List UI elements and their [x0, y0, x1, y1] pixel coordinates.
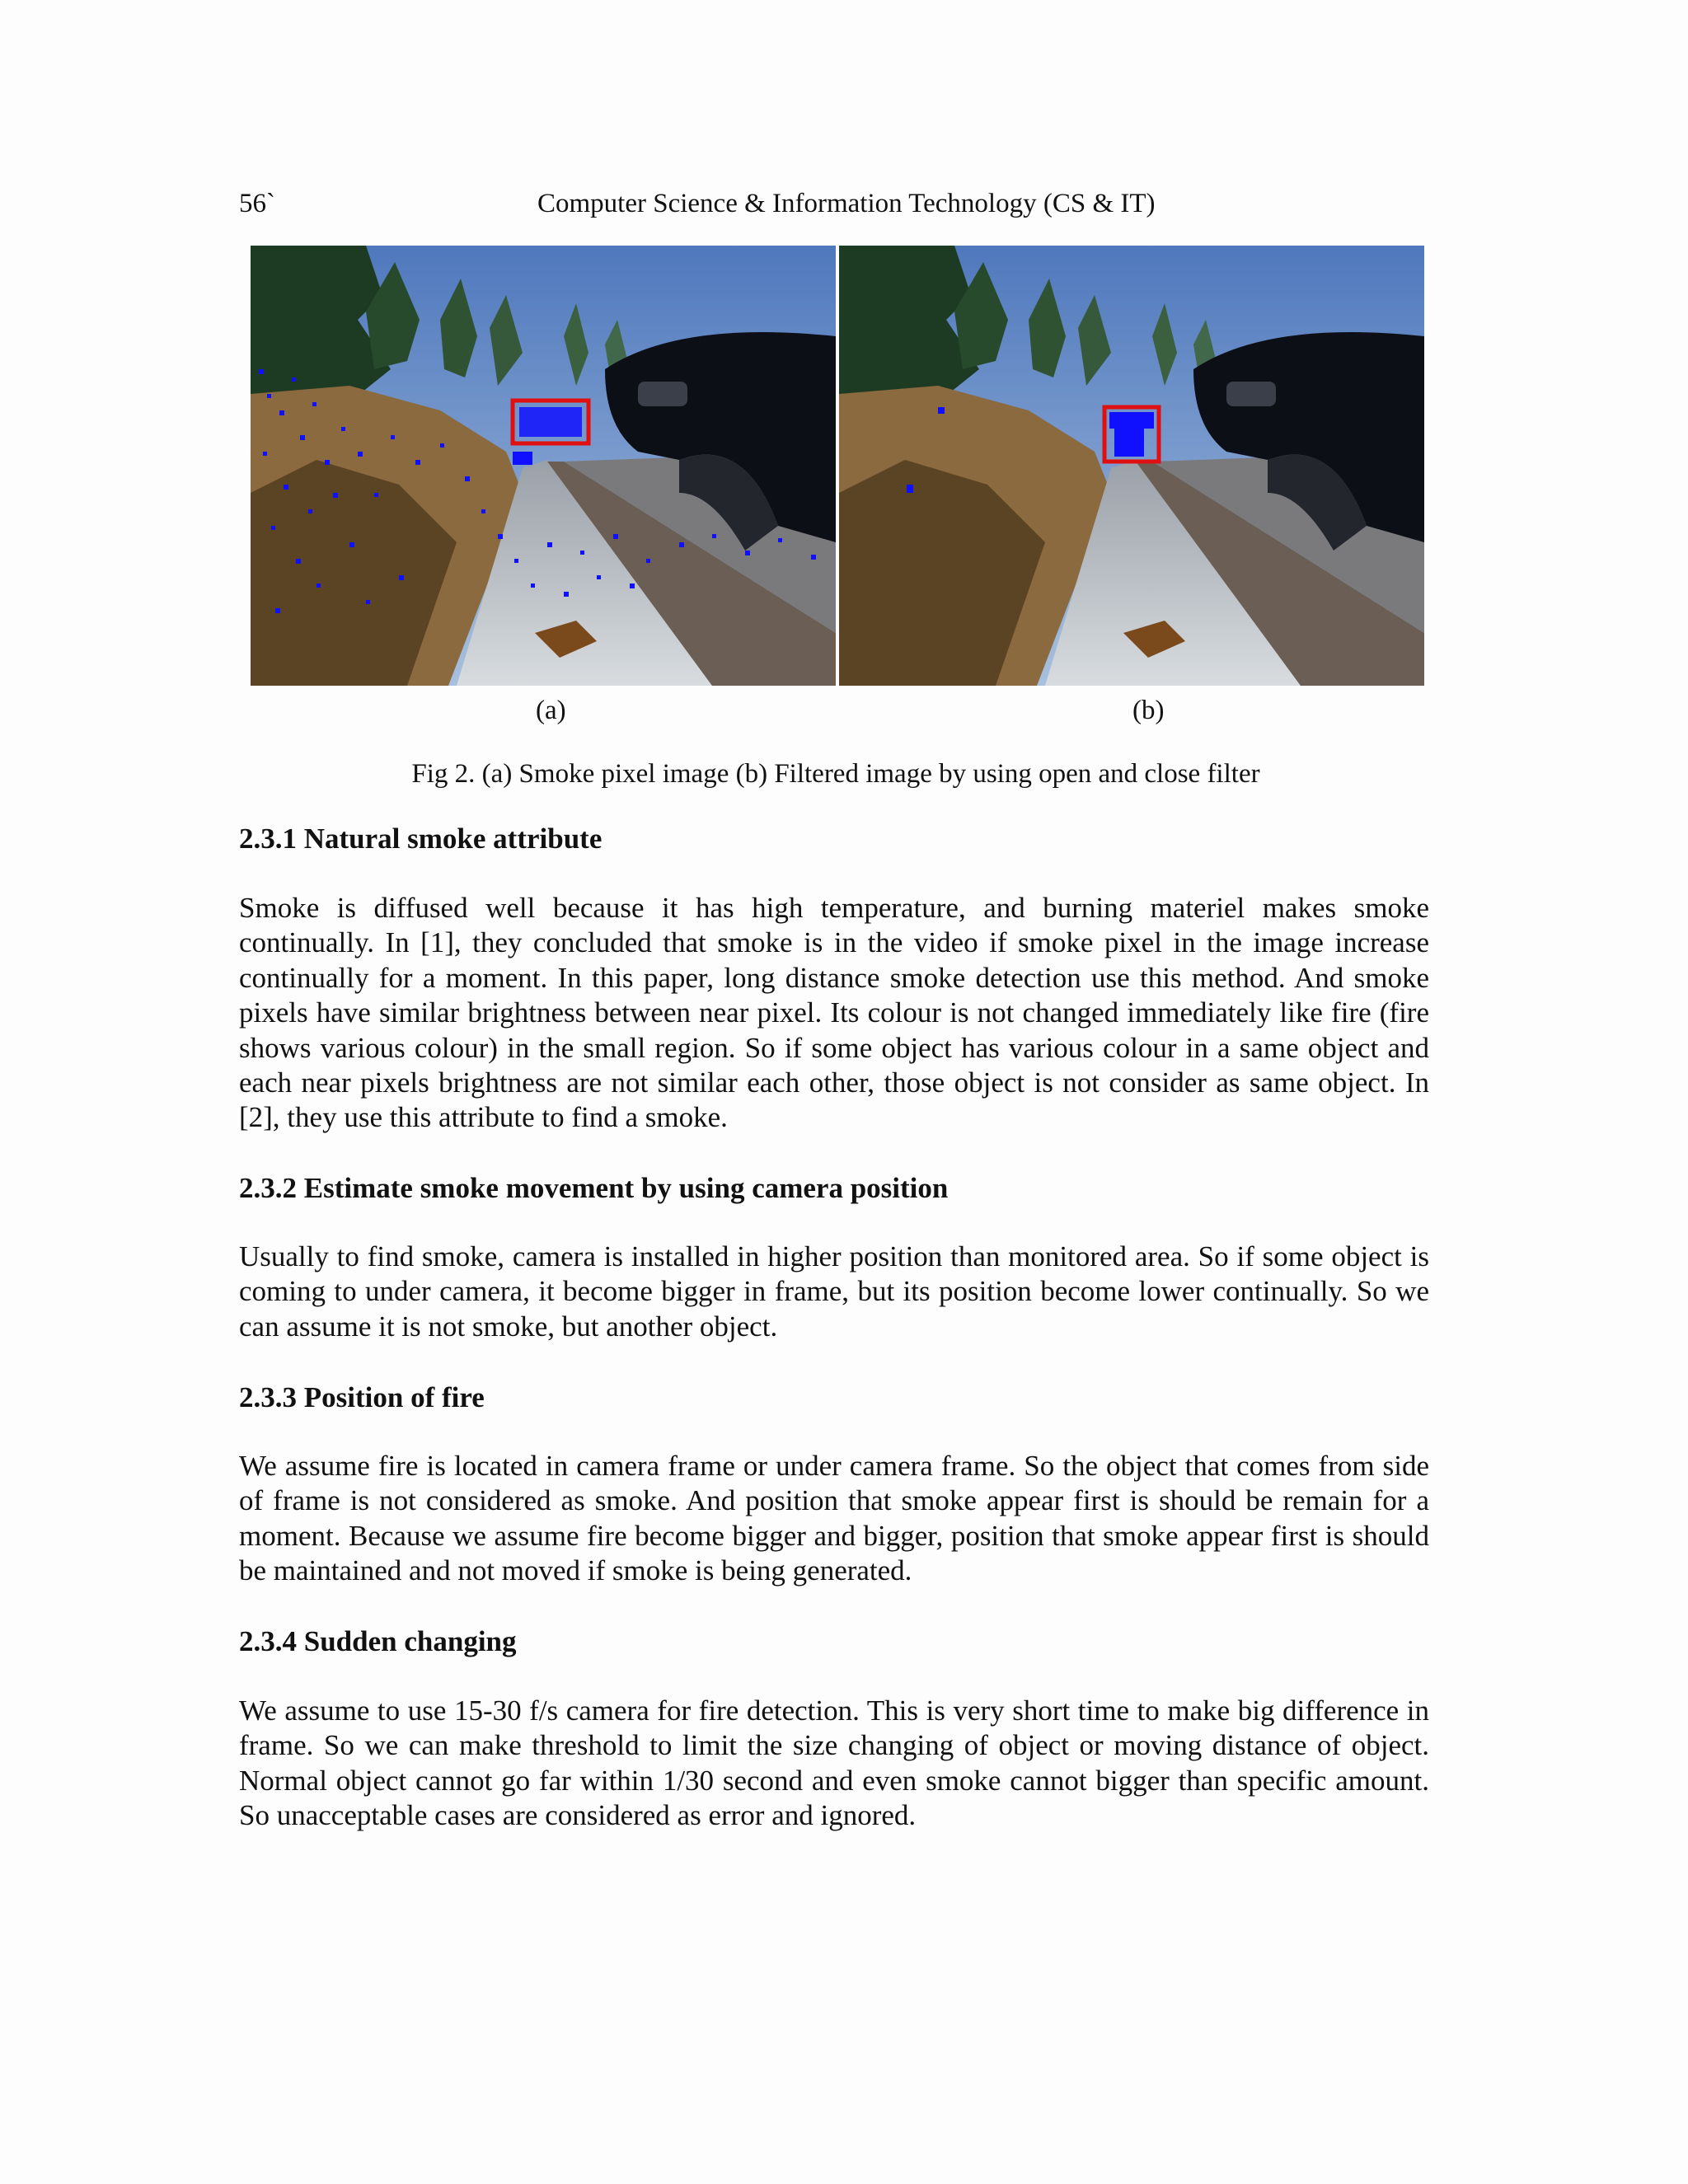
filtered-image-graphic — [839, 246, 1424, 686]
subfigure-label-b: (b) — [1132, 696, 1165, 725]
section-heading-2-3-3: 2.3.3 Position of fire — [239, 1381, 485, 1413]
section-heading-2-3-2: 2.3.2 Estimate smoke movement by using camera position — [239, 1172, 949, 1204]
section-paragraph-2-3-3: We assume fire is located in camera frame or under camera frame. So the object that comes from side of frame is not considered as smoke. And position that smoke appear first is should be remain for a moment. Because we assume fire become bigger and bigger, position that smoke appear first is should be maintained and not moved if smoke is being generated. — [239, 1450, 1429, 1587]
filtered-image — [839, 246, 1424, 686]
smoke-pixel-image — [251, 246, 836, 686]
section-paragraph-2-3-1: Smoke is diffused well because it has high temperature, and burning materiel makes smoke continually. In [1], they concluded that smoke is in the video if smoke pixel in the image increase continually for a moment. In this paper, long distance smoke detection use this method. And smoke pixels have similar brightness between near pixel. Its colour is not changed immediately like fire (fire shows various colour) in the small region. So if some object has various colour in a same object and each near pixels brightness are not similar each other, those object is not consider as same object. In [2], they use this attribute to find a smoke. — [239, 892, 1429, 1134]
subfigure-label-a: (a) — [536, 696, 566, 725]
section-heading-2-3-1: 2.3.1 Natural smoke attribute — [239, 823, 603, 855]
section-heading-2-3-4: 2.3.4 Sudden changing — [239, 1625, 517, 1657]
figure-caption: Fig 2. (a) Smoke pixel image (b) Filtered image by using open and close filter — [411, 759, 1260, 789]
section-paragraph-2-3-4: We assume to use 15-30 f/s camera for fire detection. This is very short time to make big difference in frame. So we can make threshold to limit the size changing of object or moving distance of object. Normal object cannot go far within 1/30 second and even smoke cannot bigger than specific amount. So unacceptable cases are considered as error and ignored. — [239, 1694, 1429, 1832]
running-header — [239, 185, 1432, 223]
page-number: 56` — [239, 189, 275, 218]
smoke-pixel-image-graphic — [251, 246, 836, 686]
figure-2 — [251, 246, 1424, 686]
journal-title: Computer Science & Information Technology (CS & IT) — [537, 189, 1156, 218]
section-paragraph-2-3-2: Usually to find smoke, camera is installed in higher position than monitored area. So if some object is coming to under camera, it become bigger in frame, but its position become lower continually. So we can assume it is not smoke, but another object. — [239, 1240, 1429, 1343]
